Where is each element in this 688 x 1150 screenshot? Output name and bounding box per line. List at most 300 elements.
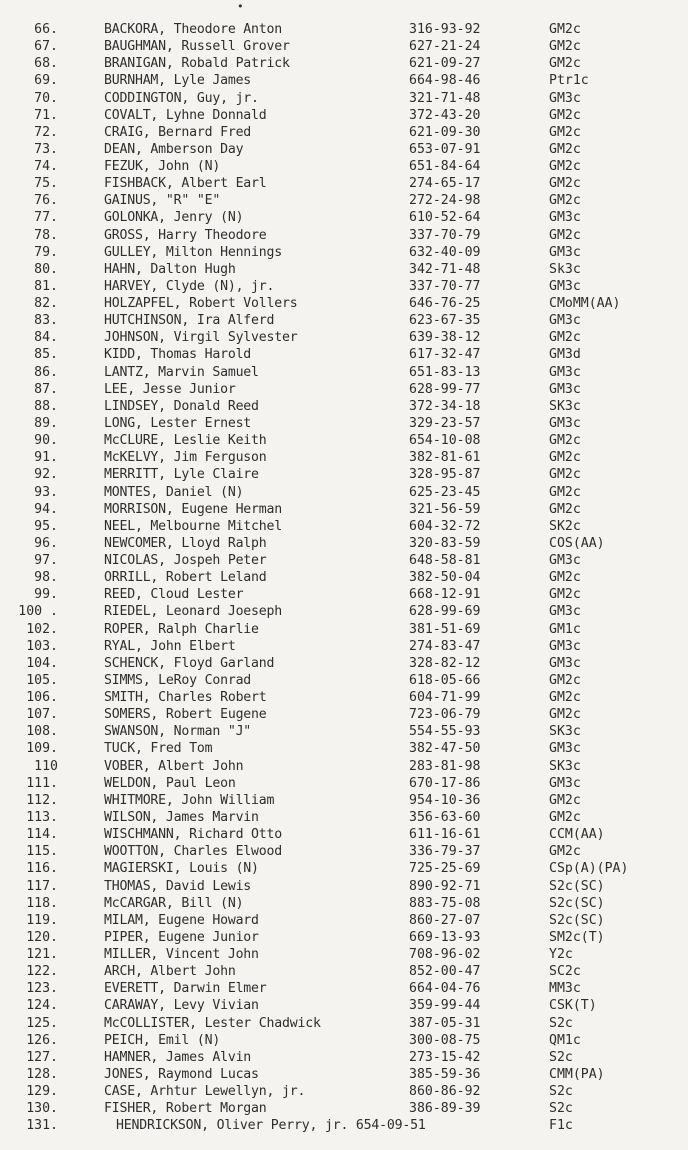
entry-number: 105. [26, 672, 58, 688]
rating: GM3c [549, 244, 581, 260]
service-number: 628-99-77 [409, 381, 481, 397]
entry-number: 71. [34, 107, 58, 123]
sailor-name: FEZUK, John (N) [104, 159, 221, 175]
sailor-name: SCHENCK, Floyd Garland [104, 655, 275, 671]
service-number: 860-27-07 [409, 912, 481, 928]
entry-number: 124. [26, 998, 58, 1014]
rating: GM3c [549, 415, 581, 431]
sailor-name: BAUGHMAN, Russell Grover [104, 39, 290, 55]
service-number: 618-05-66 [409, 672, 481, 688]
roster-row [0, 192, 688, 209]
rating: GM3c [549, 364, 581, 380]
sailor-name: NEEL, Melbourne Mitchel [104, 518, 283, 534]
roster-row [0, 364, 688, 381]
rating: Sk3c [549, 261, 581, 277]
sailor-name: WOOTTON, Charles Elwood [104, 844, 283, 860]
entry-number: 106. [26, 690, 58, 706]
rating: S2c [549, 1015, 573, 1031]
rating: GM2c [549, 450, 581, 466]
rating: GM2c [549, 124, 581, 140]
rating: GM2c [549, 844, 581, 860]
service-number: 669-13-93 [409, 929, 481, 945]
entry-number: 123. [26, 981, 58, 997]
roster-row [0, 792, 688, 809]
entry-number: 67. [34, 39, 58, 55]
sailor-name: ORRILL, Robert Leland [104, 570, 267, 586]
sailor-name: FISHBACK, Albert Earl [104, 176, 267, 192]
service-number: 321-71-48 [409, 90, 481, 106]
rating: GM2c [549, 501, 581, 517]
service-number: 610-52-64 [409, 210, 481, 226]
sailor-name: WELDON, Paul Leon [104, 775, 236, 791]
roster-row [0, 141, 688, 158]
rating: GM3c [549, 741, 581, 757]
entry-number: 99. [34, 587, 58, 603]
service-number: 664-98-46 [409, 73, 481, 89]
entry-number: 117. [26, 878, 58, 894]
service-number: 617-32-47 [409, 347, 481, 363]
stray-mark: • [237, 0, 244, 13]
sailor-name: BRANIGAN, Robald Patrick [104, 56, 290, 72]
service-number: 386-89-39 [409, 1101, 481, 1117]
rating: GM3c [549, 381, 581, 397]
service-number: 381-51-69 [409, 621, 481, 637]
entry-number: 84. [34, 330, 58, 346]
entry-number: 94. [34, 501, 58, 517]
sailor-name: HAMNER, James Alvin [104, 1049, 252, 1065]
service-number: 372-43-20 [409, 107, 481, 123]
sailor-name: MONTES, Daniel (N) [104, 484, 244, 500]
entry-number: 113. [26, 809, 58, 825]
sailor-name: HARVEY, Clyde (N), jr. [104, 278, 275, 294]
service-number: 653-07-91 [409, 141, 481, 157]
entry-number: 91. [34, 450, 58, 466]
sailor-name: LEE, Jesse Junior [104, 381, 236, 397]
rating: GM2c [549, 159, 581, 175]
sailor-name: DEAN, Amberson Day [104, 141, 244, 157]
sailor-name: LONG, Lester Ernest [104, 415, 252, 431]
roster-row [0, 860, 688, 877]
rating: GM2c [549, 707, 581, 723]
service-number: 382-50-04 [409, 570, 481, 586]
rating: SK3c [549, 758, 581, 774]
entry-number: 121. [26, 947, 58, 963]
sailor-name: NEWCOMER, Lloyd Ralph [104, 535, 267, 551]
roster-row [0, 1066, 688, 1083]
service-number: 621-09-30 [409, 124, 481, 140]
service-number: 328-82-12 [409, 655, 481, 671]
service-number: 321-56-59 [409, 501, 481, 517]
entry-number: 130. [26, 1101, 58, 1117]
sailor-name: FISHER, Robert Morgan [104, 1101, 267, 1117]
rating: Y2c [549, 947, 573, 963]
roster-row [0, 895, 688, 912]
sailor-name: McKELVY, Jim Ferguson [104, 450, 267, 466]
service-number: 625-23-45 [409, 484, 481, 500]
rating: GM2c [549, 792, 581, 808]
rating: SK3c [549, 724, 581, 740]
service-number: 316-93-92 [409, 22, 481, 37]
sailor-name: MORRISON, Eugene Herman [104, 501, 283, 517]
service-number: 554-55-93 [409, 724, 481, 740]
service-number: 860-86-92 [409, 1084, 481, 1100]
service-number: 611-16-61 [409, 827, 481, 843]
sailor-name: GAINUS, "R" "E" [104, 193, 221, 209]
entry-number: 92. [34, 467, 58, 483]
roster-row [0, 346, 688, 363]
roster-row [0, 90, 688, 107]
entry-number: 107. [26, 707, 58, 723]
entry-number: 118. [26, 895, 58, 911]
entry-number: 88. [34, 398, 58, 414]
entry-number: 77. [34, 210, 58, 226]
sailor-name: McCARGAR, Bill (N) [104, 895, 244, 911]
rating: GM2c [549, 176, 581, 192]
roster-row [0, 175, 688, 192]
sailor-name: SWANSON, Norman "J" [104, 724, 252, 740]
entry-number: 74. [34, 159, 58, 175]
sailor-name: NICOLAS, Jospeh Peter [104, 553, 267, 569]
sailor-name: CRAIG, Bernard Fred [104, 124, 252, 140]
service-number: 723-06-79 [409, 707, 481, 723]
roster-row [0, 449, 688, 466]
sailor-name: ROPER, Ralph Charlie [104, 621, 259, 637]
roster-row [0, 997, 688, 1014]
service-number: 336-79-37 [409, 844, 481, 860]
entry-number: 102. [26, 621, 58, 637]
roster-row [0, 809, 688, 826]
sailor-name: SMITH, Charles Robert [104, 690, 267, 706]
entry-number: 82. [34, 296, 58, 312]
sailor-name: BACKORA, Theodore Anton [104, 22, 283, 37]
rating: GM3c [549, 313, 581, 329]
service-number: 708-96-02 [409, 947, 481, 963]
rating: GM2c [549, 467, 581, 483]
roster-row [0, 21, 688, 38]
rating: SC2c [549, 964, 581, 980]
entry-number: 89. [34, 415, 58, 431]
sailor-name: CODDINGTON, Guy, jr. [104, 90, 259, 106]
entry-number: 122. [26, 964, 58, 980]
entry-number: 110 [34, 758, 58, 774]
sailor-name: PIPER, Eugene Junior [104, 929, 259, 945]
rating: GM3c [549, 638, 581, 654]
service-number: 273-15-42 [409, 1049, 481, 1065]
sailor-name: MERRITT, Lyle Claire [104, 467, 259, 483]
rating: COS(AA) [549, 535, 605, 551]
rating: SK3c [549, 398, 581, 414]
roster-row [0, 621, 688, 638]
rating: GM2c [549, 227, 581, 243]
rating: GM3c [549, 604, 581, 620]
service-number: 890-92-71 [409, 878, 481, 894]
roster-row [0, 124, 688, 141]
roster-row [0, 723, 688, 740]
roster-row [0, 638, 688, 655]
service-number: 300-08-75 [409, 1032, 481, 1048]
service-number: 954-10-36 [409, 792, 481, 808]
sailor-name: WILSON, James Marvin [104, 809, 259, 825]
sailor-name: JOHNSON, Virgil Sylvester [104, 330, 298, 346]
sailor-name: HUTCHINSON, Ira Alferd [104, 313, 275, 329]
service-number: 342-71-48 [409, 261, 481, 277]
service-number: 628-99-69 [409, 604, 481, 620]
entry-number: 90. [34, 433, 58, 449]
service-number: 668-12-91 [409, 587, 481, 603]
service-number: 623-67-35 [409, 313, 481, 329]
entry-number: 119. [26, 912, 58, 928]
service-number: 852-00-47 [409, 964, 481, 980]
service-number: 651-83-13 [409, 364, 481, 380]
roster-row [0, 843, 688, 860]
sailor-name: CASE, Arhtur Lewellyn, jr. [104, 1084, 306, 1100]
rating: S2c(SC) [549, 878, 605, 894]
roster-row [0, 740, 688, 757]
sailor-name: GOLONKA, Jenry (N) [104, 210, 244, 226]
entry-number: 76. [34, 193, 58, 209]
rating: MM3c [549, 981, 581, 997]
service-number: 883-75-08 [409, 895, 481, 911]
entry-number: 109. [26, 741, 58, 757]
roster-row [0, 878, 688, 895]
rating: CMM(PA) [549, 1066, 605, 1082]
roster-row [0, 569, 688, 586]
entry-number: 115. [26, 844, 58, 860]
roster-row [0, 295, 688, 312]
sailor-name: JONES, Raymond Lucas [104, 1066, 259, 1082]
rating: GM2c [549, 107, 581, 123]
rating: GM1c [549, 621, 581, 637]
service-number: 382-47-50 [409, 741, 481, 757]
roster-row [0, 603, 688, 620]
rating: GM2c [549, 809, 581, 825]
sailor-name: McCLURE, Leslie Keith [104, 433, 267, 449]
service-number: 272-24-98 [409, 193, 481, 209]
service-number: 372-34-18 [409, 398, 481, 414]
rating: GM2c [549, 56, 581, 72]
service-number: 648-58-81 [409, 553, 481, 569]
rating: GM2c [549, 22, 581, 37]
roster-row [0, 415, 688, 432]
entry-number: 93. [34, 484, 58, 500]
sailor-name: MAGIERSKI, Louis (N) [104, 861, 259, 877]
roster-row [0, 38, 688, 55]
sailor-name: GROSS, Harry Theodore [104, 227, 267, 243]
entry-number: 87. [34, 381, 58, 397]
roster-row [0, 466, 688, 483]
sailor-name: COVALT, Lyhne Donnald [104, 107, 267, 123]
rating: GM3c [549, 553, 581, 569]
service-number: 356-63-60 [409, 809, 481, 825]
entry-number: 103. [26, 638, 58, 654]
sailor-name: GULLEY, Milton Hennings [104, 244, 283, 260]
sailor-name: EVERETT, Darwin Elmer [104, 981, 267, 997]
service-number: 646-76-25 [409, 296, 481, 312]
rating: GM2c [549, 330, 581, 346]
sailor-name: RIEDEL, Leonard Joeseph [104, 604, 283, 620]
service-number: 621-09-27 [409, 56, 481, 72]
service-number: 654-10-08 [409, 433, 481, 449]
entry-number: 98. [34, 570, 58, 586]
entry-number: 100 . [18, 604, 58, 620]
roster-row [0, 1083, 688, 1100]
service-number: 670-17-86 [409, 775, 481, 791]
service-number: 274-65-17 [409, 176, 481, 192]
roster-row [0, 484, 688, 501]
rating: SM2c(T) [549, 929, 605, 945]
entry-number: 129. [26, 1084, 58, 1100]
entry-number: 108. [26, 724, 58, 740]
sailor-name: LANTZ, Marvin Samuel [104, 364, 259, 380]
service-number: 387-05-31 [409, 1015, 481, 1031]
roster-row [0, 1117, 688, 1134]
roster-row [0, 501, 688, 518]
roster-row [0, 672, 688, 689]
entry-number: 125. [26, 1015, 58, 1031]
roster-row [0, 826, 688, 843]
service-number: 604-32-72 [409, 518, 481, 534]
service-number: 604-71-99 [409, 690, 481, 706]
rating: GM3c [549, 210, 581, 226]
roster-row [0, 72, 688, 89]
sailor-name: HENDRICKSON, Oliver Perry, jr. 654-09-51 [116, 1118, 426, 1134]
roster-row [0, 432, 688, 449]
entry-number: 96. [34, 535, 58, 551]
service-number: 385-59-36 [409, 1066, 481, 1082]
sailor-name: SOMERS, Robert Eugene [104, 707, 267, 723]
entry-number: 131. [26, 1118, 58, 1134]
service-number: 725-25-69 [409, 861, 481, 877]
roster-row [0, 929, 688, 946]
entry-number: 97. [34, 553, 58, 569]
rating: S2c(SC) [549, 895, 605, 911]
roster-row [0, 980, 688, 997]
entry-number: 85. [34, 347, 58, 363]
service-number: 632-40-09 [409, 244, 481, 260]
roster-row [0, 227, 688, 244]
entry-number: 127. [26, 1049, 58, 1065]
roster-row [0, 689, 688, 706]
sailor-name: REED, Cloud Lester [104, 587, 244, 603]
entry-number: 128. [26, 1066, 58, 1082]
rating: GM3c [549, 775, 581, 791]
sailor-name: CARAWAY, Levy Vivian [104, 998, 259, 1014]
roster-row [0, 329, 688, 346]
sailor-name: HAHN, Dalton Hugh [104, 261, 236, 277]
entry-number: 79. [34, 244, 58, 260]
roster-row [0, 586, 688, 603]
roster-row [0, 312, 688, 329]
rating: GM2c [549, 141, 581, 157]
entry-number: 95. [34, 518, 58, 534]
roster-row [0, 381, 688, 398]
sailor-name: ARCH, Albert John [104, 964, 236, 980]
roster-row [0, 107, 688, 124]
rating: GM3d [549, 347, 581, 363]
entry-number: 75. [34, 176, 58, 192]
service-number: 359-99-44 [409, 998, 481, 1014]
rating: GM3c [549, 655, 581, 671]
service-number: 337-70-77 [409, 278, 481, 294]
entry-number: 112. [26, 792, 58, 808]
roster-row [0, 535, 688, 552]
entry-number: 111. [26, 775, 58, 791]
rating: SK2c [549, 518, 581, 534]
entry-number: 68. [34, 56, 58, 72]
entry-number: 66. [34, 22, 58, 37]
rating: GM3c [549, 278, 581, 294]
entry-number: 120. [26, 929, 58, 945]
entry-number: 104. [26, 655, 58, 671]
service-number: 274-83-47 [409, 638, 481, 654]
sailor-name: McCOLLISTER, Lester Chadwick [104, 1015, 321, 1031]
roster-row [0, 1100, 688, 1117]
service-number: 320-83-59 [409, 535, 481, 551]
service-number: 639-38-12 [409, 330, 481, 346]
rating: S2c [549, 1049, 573, 1065]
rating: GM2c [549, 433, 581, 449]
rating: CCM(AA) [549, 827, 605, 843]
rating: GM2c [549, 193, 581, 209]
roster-row [0, 209, 688, 226]
sailor-name: PEICH, Emil (N) [104, 1032, 221, 1048]
entry-number: 80. [34, 261, 58, 277]
sailor-name: BURNHAM, Lyle James [104, 73, 252, 89]
entry-number: 126. [26, 1032, 58, 1048]
rating: CSK(T) [549, 998, 597, 1014]
roster-row [0, 278, 688, 295]
rating: GM2c [549, 587, 581, 603]
entry-number: 86. [34, 364, 58, 380]
entry-number: 73. [34, 141, 58, 157]
rating: CSp(A)(PA) [549, 861, 629, 877]
roster-row [0, 775, 688, 792]
entry-number: 81. [34, 278, 58, 294]
roster-row [0, 55, 688, 72]
entry-number: 72. [34, 124, 58, 140]
service-number: 664-04-76 [409, 981, 481, 997]
roster-row [0, 655, 688, 672]
rating: F1c [549, 1118, 573, 1134]
roster-row [0, 946, 688, 963]
sailor-name: WHITMORE, John William [104, 792, 275, 808]
entry-number: 116. [26, 861, 58, 877]
rating: S2c(SC) [549, 912, 605, 928]
roster-row [0, 261, 688, 278]
roster-row [0, 244, 688, 261]
service-number: 651-84-64 [409, 159, 481, 175]
roster-row [0, 1032, 688, 1049]
roster-row [0, 518, 688, 535]
entry-number: 78. [34, 227, 58, 243]
sailor-name: THOMAS, David Lewis [104, 878, 252, 894]
rating: GM2c [549, 39, 581, 55]
rating: CMoMM(AA) [549, 296, 621, 312]
rating: GM2c [549, 672, 581, 688]
roster-row [0, 1049, 688, 1066]
sailor-name: MILAM, Eugene Howard [104, 912, 259, 928]
rating: GM2c [549, 690, 581, 706]
entry-number: 83. [34, 313, 58, 329]
roster-row [0, 552, 688, 569]
sailor-name: LINDSEY, Donald Reed [104, 398, 259, 414]
service-number: 328-95-87 [409, 467, 481, 483]
service-number: 329-23-57 [409, 415, 481, 431]
service-number: 337-70-79 [409, 227, 481, 243]
entry-number: 69. [34, 73, 58, 89]
rating: Ptr1c [549, 73, 589, 89]
sailor-name: MILLER, Vincent John [104, 947, 259, 963]
